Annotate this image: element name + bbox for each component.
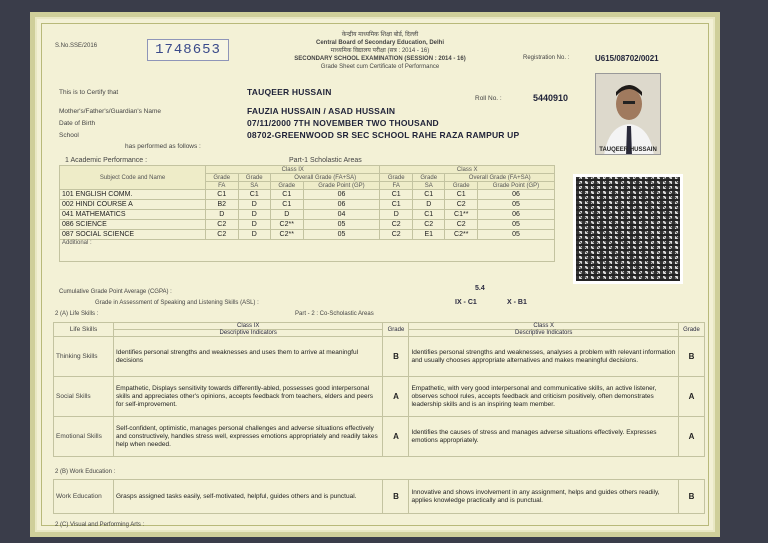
grade-sa-header: Grade — [238, 174, 271, 182]
subject-name: 101 ENGLISH COMM. — [60, 190, 206, 200]
subject-row — [60, 210, 555, 220]
class9-grade-cell: C1 — [271, 190, 304, 200]
dob-label: Date of Birth — [59, 120, 96, 127]
class9-grade-cell: C2** — [271, 220, 304, 230]
class10-grade-cell: C1 — [380, 200, 413, 210]
class10-descriptor: Identifies the causes of stress and manages adverse situations effectively. Expresses emotions appropriately. — [409, 417, 679, 457]
class10-grade-cell: 05 — [477, 230, 554, 240]
subject-row — [60, 220, 555, 230]
co-scholastic-table — [53, 322, 705, 457]
grade-header: Grade — [678, 323, 704, 337]
serial-label: S.No.SSE/2016 — [55, 43, 98, 49]
class9-grade: A — [383, 377, 409, 417]
overall-header: Overall Grade (FA+SA) — [271, 174, 380, 182]
grade-sheet-document — [30, 12, 720, 537]
fa-header: FA — [380, 182, 413, 190]
class10-grade-cell: D — [412, 200, 445, 210]
student-name: TAUQEER HUSSAIN — [247, 87, 332, 97]
sa-header: SA — [238, 182, 271, 190]
subject-name: 086 SCIENCE — [60, 220, 206, 230]
asl-class9: IX - C1 — [455, 299, 477, 306]
class10-header: Class X — [380, 166, 555, 174]
class9-grade-cell: 05 — [303, 230, 380, 240]
class10-grade-cell: C2 — [445, 220, 478, 230]
work-education-title: 2 (B) Work Education : — [55, 469, 116, 475]
class10-grade-cell: 06 — [477, 190, 554, 200]
gp-header: Grade Point (GP) — [477, 182, 554, 190]
class9-grade-cell: D — [271, 210, 304, 220]
work-education-table — [53, 479, 705, 514]
descriptive-header: Descriptive Indicators — [113, 330, 383, 337]
certify-label: This is to Certify that — [59, 89, 119, 96]
life-skill-rows — [54, 337, 705, 457]
life-skills-header: Life Skills — [54, 323, 114, 337]
class10-grade-cell: C1 — [412, 190, 445, 200]
class10-grade-cell: C1 — [380, 190, 413, 200]
class10-descriptor: Empathetic, with very good interpersonal and communicative skills, an active listener, observes school rules, accepts feedback and criticism positively, often demonstrates leadership skills and is an inspiring team member. — [409, 377, 679, 417]
scholastic-table — [59, 165, 555, 262]
grade-fa-header: Grade — [206, 174, 239, 182]
visual-arts-title: 2 (C) Visual and Performing Arts : — [55, 522, 145, 528]
class9-grade-cell: 05 — [303, 220, 380, 230]
work-education-skill: Work Education — [54, 480, 114, 514]
life-skill-name: Thinking Skills — [54, 337, 114, 377]
life-skill-row — [54, 417, 705, 457]
grade-header: Grade — [445, 182, 478, 190]
work-education-desc10: Innovative and shows involvement in any assignment, helps and guides others readily, applies knowledge practically and is punctual. — [409, 480, 679, 514]
class9-grade-cell: C2 — [206, 230, 239, 240]
class9-grade-cell: D — [238, 220, 271, 230]
work-education-grade9: B — [383, 480, 409, 514]
life-skill-row — [54, 377, 705, 417]
class10-grade-cell: C2 — [412, 220, 445, 230]
student-photo — [595, 73, 661, 155]
part2-subtitle: Part - 2 : Co-Scholastic Areas — [295, 311, 374, 317]
class9-grade-cell: D — [238, 210, 271, 220]
exam-name-hindi: माध्यमिक विद्यालय परीक्षा (सत्र : 2014 - 16) — [330, 48, 430, 54]
descriptive-header: Descriptive Indicators — [409, 330, 679, 337]
exam-name: SECONDARY SCHOOL EXAMINATION (SESSION : 2014 - 16) — [294, 56, 466, 62]
roll-number: 5440910 — [533, 93, 569, 103]
work-education-grade10: B — [679, 480, 705, 514]
class9-grade: A — [383, 417, 409, 457]
grade-header: Grade — [383, 323, 409, 337]
class9-grade-cell: C2** — [271, 230, 304, 240]
date-of-birth: 07/11/2000 7TH NOVEMBER TWO THOUSAND — [247, 118, 439, 128]
grade-header: Grade — [271, 182, 304, 190]
registration-number: U615/08702/0021 — [595, 54, 659, 63]
class10-grade: A — [678, 377, 704, 417]
qr-code — [573, 174, 683, 284]
work-education-desc9: Grasps assigned tasks easily, self-motivated, helpful, guides others and is punctual. — [113, 480, 383, 514]
photo-caption: TAUQEER HUSSAIN — [599, 147, 657, 153]
subject-name: 087 SOCIAL SCIENCE — [60, 230, 206, 240]
class10-grade-cell: C2 — [445, 200, 478, 210]
life-skill-row — [54, 337, 705, 377]
class10-grade-cell: 06 — [477, 210, 554, 220]
subject-row — [60, 230, 555, 240]
class9-descriptor: Identifies personal strengths and weaknesses and uses them to arrive at meaningful decisions — [113, 337, 383, 377]
class9-grade-cell: D — [206, 210, 239, 220]
class9-grade-cell: C1 — [271, 200, 304, 210]
class10-grade-cell: C1 — [412, 210, 445, 220]
fa-header: FA — [206, 182, 239, 190]
class9-grade-cell: D — [238, 230, 271, 240]
class9-grade-cell: C2 — [206, 220, 239, 230]
board-name: Central Board of Secondary Education, Delhi — [315, 40, 445, 46]
life-skill-name: Social Skills — [54, 377, 114, 417]
class10-descriptor: Identifies personal strengths and weaknesses, analyses a problem with relevant information and usually chooses appropriate alternatives and makes meaningful decisions. — [409, 337, 679, 377]
life-skill-name: Emotional Skills — [54, 417, 114, 457]
school-label: School — [59, 132, 79, 139]
class9-header: Class IX — [206, 166, 380, 174]
registration-label: Registration No. : — [523, 55, 570, 61]
class10-grade-cell: 05 — [477, 200, 554, 210]
asl-class10: X - B1 — [507, 299, 527, 306]
gp-header: Grade Point (GP) — [303, 182, 380, 190]
subject-name: 002 HINDI COURSE A — [60, 200, 206, 210]
subject-row — [60, 190, 555, 200]
class10-grade-cell: C2** — [445, 230, 478, 240]
class10-grade-cell: 05 — [477, 220, 554, 230]
part1-subtitle: Part-1 Scholastic Areas — [289, 157, 362, 164]
cgpa-value: 5.4 — [475, 285, 485, 292]
class10-grade-cell: C2 — [380, 220, 413, 230]
serial-number: 1748653 — [147, 39, 229, 61]
class9-grade-cell: 06 — [303, 200, 380, 210]
cgpa-label: Cumulative Grade Point Average (CGPA) : — [59, 289, 172, 295]
class9-grade: B — [383, 337, 409, 377]
overall-header: Overall Grade (FA+SA) — [445, 174, 555, 182]
class10-grade-cell: C2 — [380, 230, 413, 240]
guardian-label: Mother's/Father's/Guardian's Name — [59, 108, 161, 115]
asl-label: Grade in Assessment of Speaking and Listening Skills (ASL) : — [95, 300, 259, 306]
class9-descriptor: Empathetic, Displays sensitivity towards differently-abled, possesses good interpersonal skills and appreciates other's opinions, accepts feedback from teachers, elders and peers for self-improvement. — [113, 377, 383, 417]
class9-header: Class IX — [113, 323, 383, 330]
subject-rows — [60, 190, 555, 240]
subject-column-header: Subject Code and Name — [60, 166, 206, 190]
class10-grade-cell: D — [380, 210, 413, 220]
class9-grade-cell: 04 — [303, 210, 380, 220]
class9-grade-cell: B2 — [206, 200, 239, 210]
class10-header: Class X — [409, 323, 679, 330]
class9-grade-cell: 06 — [303, 190, 380, 200]
class10-grade-cell: C1 — [445, 190, 478, 200]
board-name-hindi: केन्द्रीय माध्यमिक शिक्षा बोर्ड, दिल्ली — [341, 32, 419, 38]
certificate-header — [265, 31, 495, 71]
roll-label: Roll No. : — [475, 95, 502, 102]
school-name: 08702-GREENWOOD SR SEC SCHOOL RAHE RAZA RAMPUR UP — [247, 130, 520, 140]
grade-sa-header: Grade — [412, 174, 445, 182]
class9-grade-cell: C1 — [206, 190, 239, 200]
certificate-title: Grade Sheet cum Certificate of Performance — [320, 64, 440, 70]
class10-grade-cell: C1** — [445, 210, 478, 220]
class10-grade-cell: E1 — [412, 230, 445, 240]
class9-grade-cell: C1 — [238, 190, 271, 200]
subject-row — [60, 200, 555, 210]
guardian-name: FAUZIA HUSSAIN / ASAD HUSSAIN — [247, 106, 396, 116]
additional-label: Additional : — [60, 240, 555, 262]
class10-grade: B — [678, 337, 704, 377]
part1-title: 1 Academic Performance : — [65, 157, 148, 164]
class10-grade: A — [678, 417, 704, 457]
subject-name: 041 MATHEMATICS — [60, 210, 206, 220]
part2-title: 2 (A) Life Skills : — [55, 311, 99, 317]
performed-label: has performed as follows : — [125, 143, 201, 150]
class9-grade-cell: D — [238, 200, 271, 210]
sa-header: SA — [412, 182, 445, 190]
student-photo-image — [596, 74, 661, 155]
class9-descriptor: Self-confident, optimistic, manages personal challenges and adverse situations effectively and constructively, handles stress well, expresses emotions appropriately and readily takes help when needed. — [113, 417, 383, 457]
grade-fa-header: Grade — [380, 174, 413, 182]
